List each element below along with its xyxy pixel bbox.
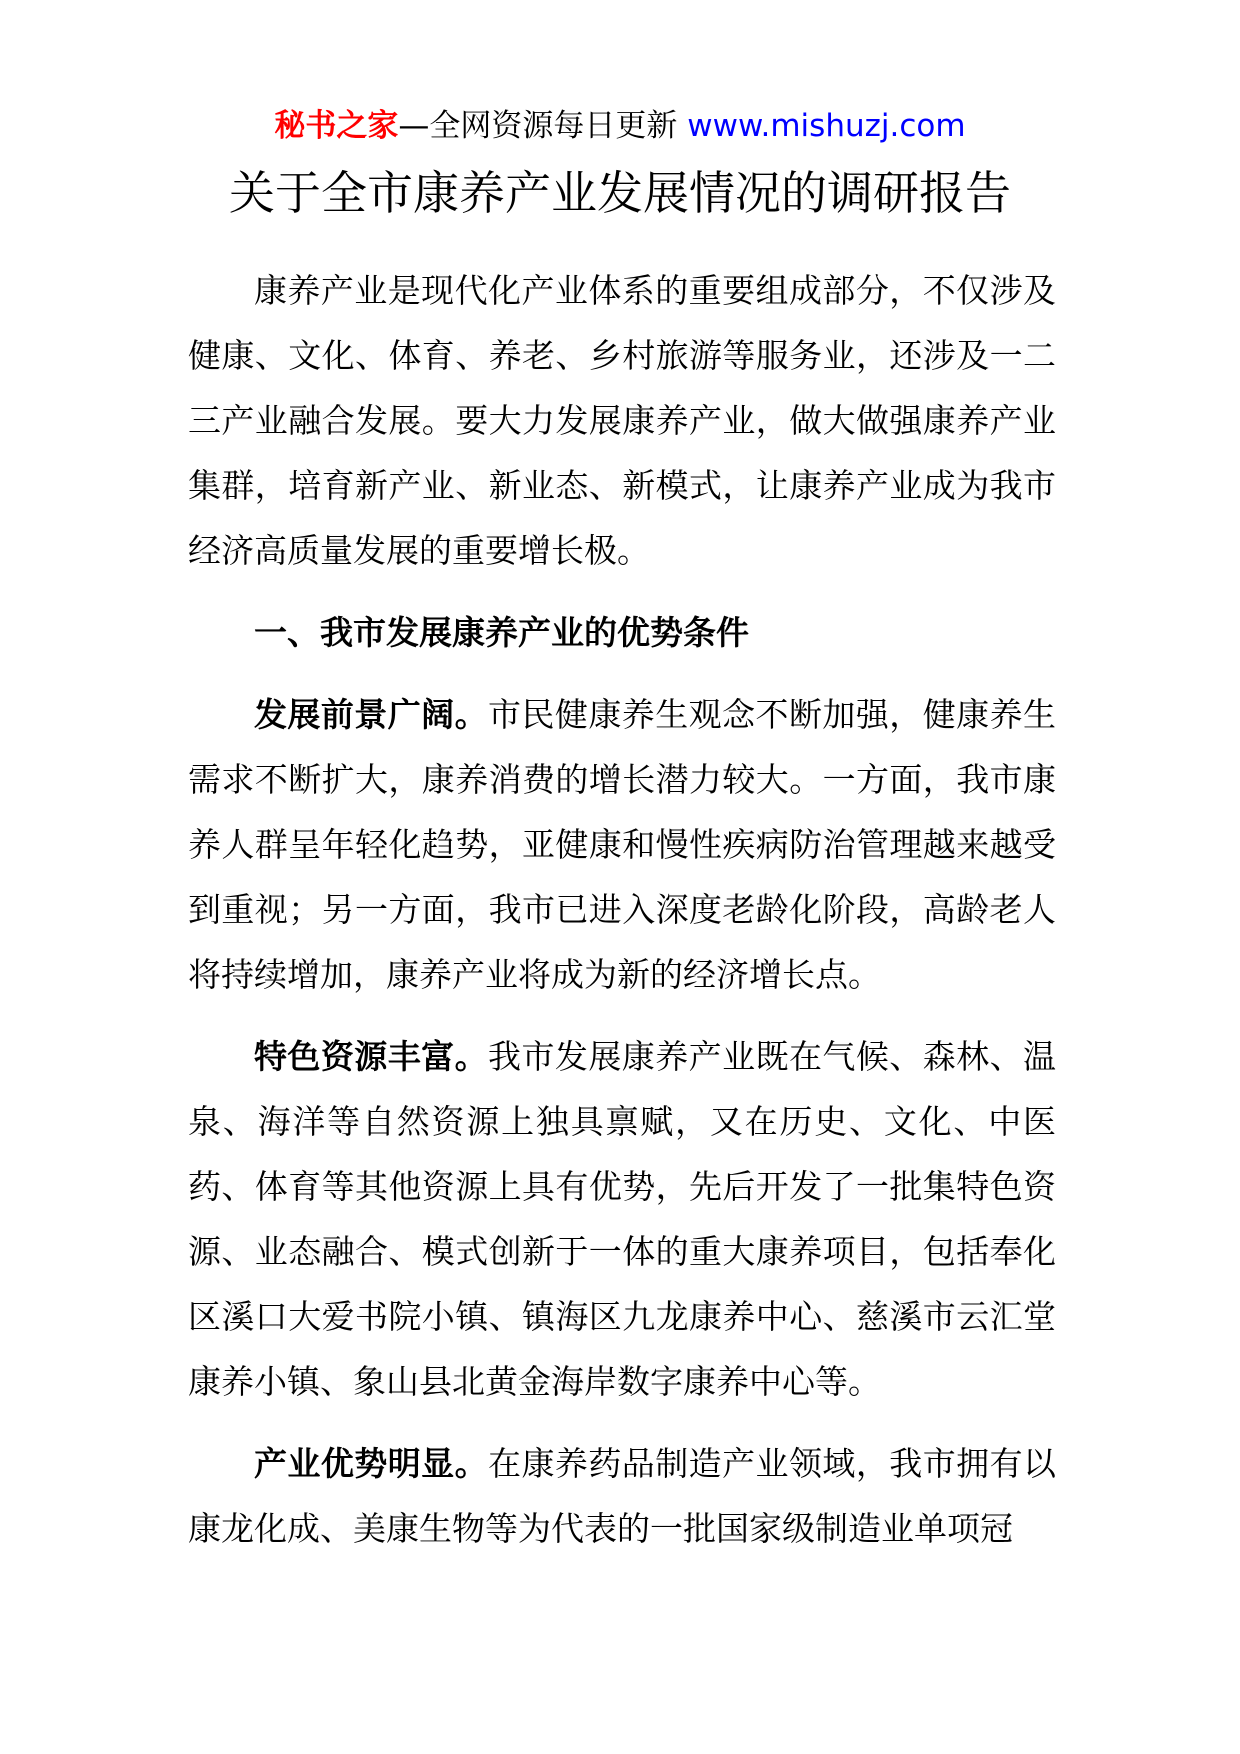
paragraph-industry [188,1431,1056,1561]
paragraph-lead: 发展前景广阔。 [254,695,489,734]
paragraph-prospects [188,682,1056,1007]
document-body [188,258,1056,1561]
intro-paragraph: 康养产业是现代化产业体系的重要组成部分，不仅涉及健康、文化、体育、养老、乡村旅游等服务业，还涉及一二三产业融合发展。要大力发展康养产业，做大做强康养产业集群，培育新产业、新业态、新模式，让康养产业成为我市经济高质量发展的重要增长极。 [188,271,1056,570]
paragraph-text: 我市发展康养产业既在气候、森林、温泉、海洋等自然资源上独具禀赋，又在历史、文化、中医药、体育等其他资源上具有优势，先后开发了一批集特色资源、业态融合、模式创新于一体的重大康养项目，包括奉化区溪口大爱书院小镇、镇海区九龙康养中心、慈溪市云汇堂康养小镇、象山县北黄金海岸数字康养中心等。 [188,1037,1057,1401]
paragraph-text: 市民健康养生观念不断加强，健康养生需求不断扩大，康养消费的增长潜力较大。一方面，我市康养人群呈年轻化趋势，亚健康和慢性疾病防治管理越来越受到重视；另一方面，我市已进入深度老龄化阶段，高龄老人将持续增加，康养产业将成为新的经济增长点。 [188,695,1057,994]
paragraph-resources [188,1024,1056,1414]
brand-name: 秘书之家 [274,108,399,144]
document-title: 关于全市康养产业发展情况的调研报告 [229,166,1011,220]
section-heading: 一、我市发展康养产业的优势条件 [254,613,749,652]
site-header [0,104,1240,148]
site-url-link[interactable]: www.mishuzj.com [687,108,966,144]
paragraph-text: 在康养药品制造产业领域，我市拥有以康龙化成、美康生物等为代表的一批国家级制造业单项冠 [188,1444,1057,1548]
header-tagline: —全网资源每日更新 [398,108,678,144]
paragraph-lead: 产业优势明显。 [254,1444,489,1483]
paragraph-lead: 特色资源丰富。 [254,1037,489,1076]
